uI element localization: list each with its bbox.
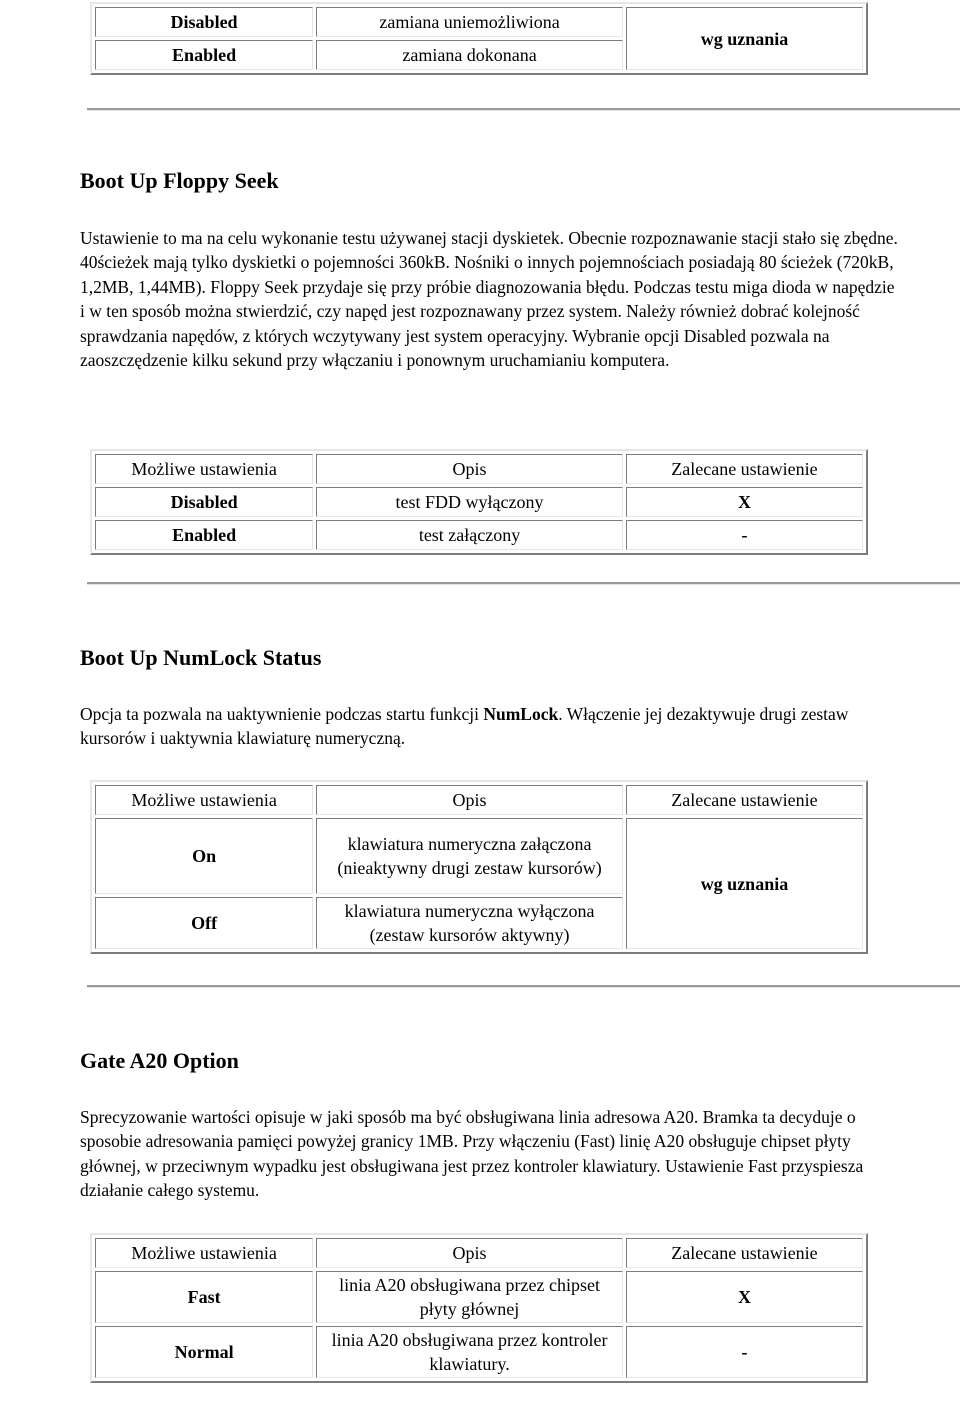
gate-a20-description: Sprecyzowanie wartości opisuje w jaki sposób ma być obsługiwana linia adresowa A20. Bramka ta decyduje o sposobie adresowania pamięci powyżej granicy 1MB. Przy włączeniu (Fast) linię A20 obsługuje chipset płyty głównej, w przeciwnym wypadku jest obsługiwana jest przez kontroler klawiatury. Ustawienie Fast przyspiesza działanie całego systemu.	[80, 1107, 864, 1201]
table-row	[95, 818, 863, 894]
setting-cell: Off	[95, 897, 313, 949]
numlock-keyword: NumLock	[483, 704, 559, 724]
setting-cell: Disabled	[95, 487, 313, 517]
setting-cell: Fast	[95, 1271, 313, 1323]
header-description: Opis	[316, 1238, 623, 1268]
table-header-row	[95, 454, 863, 484]
setting-cell: On	[95, 818, 313, 894]
header-settings: Możliwe ustawienia	[95, 1238, 313, 1268]
header-recommended: Zalecane ustawienie	[626, 785, 863, 815]
recommended-cell: -	[626, 520, 863, 550]
recommended-cell: wg uznania	[626, 7, 863, 70]
table-row	[95, 520, 863, 550]
section-title-floppy-seek: Boot Up Floppy Seek	[80, 168, 279, 193]
table-header-row	[95, 1238, 863, 1268]
numlock-description-text: . Włączenie jej dezaktywuje drugi zestaw kursorów i uaktywnia klawiaturę numeryczną.	[80, 704, 849, 749]
recommended-cell: wg uznania	[626, 818, 863, 949]
numlock-description	[80, 702, 900, 751]
floppy-seek-options-table	[90, 449, 868, 555]
section-divider	[87, 108, 960, 111]
description-cell: linia A20 obsługiwana przez kontroler klawiatury.	[316, 1326, 623, 1378]
previous-option-table	[90, 2, 868, 75]
gate-a20-options-table	[90, 1233, 868, 1383]
header-recommended: Zalecane ustawienie	[626, 454, 863, 484]
header-description: Opis	[316, 454, 623, 484]
recommended-cell: X	[626, 487, 863, 517]
description-cell: test załączony	[316, 520, 623, 550]
description-cell: test FDD wyłączony	[316, 487, 623, 517]
header-settings: Możliwe ustawienia	[95, 785, 313, 815]
table-row	[95, 7, 863, 37]
header-recommended: Zalecane ustawienie	[626, 1238, 863, 1268]
floppy-seek-description: Ustawienie to ma na celu wykonanie testu używanej stacji dyskietek. Obecnie rozpoznawanie stacji stało się zbędne. 40ścieżek mają tylko dyskietki o pojemności 360kB. Nośniki o innych pojemnościach posiadają 80 ścieżek (720kB, 1,2MB, 1,44MB). Floppy Seek przydaje się przy próbie diagnozowania błędu. Podczas testu miga dioda w napędzie i w ten sposób można stwierdzić, czy napęd jest rozpoznawany przez system. Należy również dobrać kolejność sprawdzania napędów, z których wczytywany jest system operacyjny. Wybranie opcji Disabled pozwala na zaoszczędzenie kilku sekund przy włączaniu i ponownym uruchamianiu komputera.	[80, 228, 898, 371]
header-description: Opis	[316, 785, 623, 815]
numlock-options-table	[90, 780, 868, 954]
section-title-gate-a20: Gate A20 Option	[80, 1048, 239, 1073]
description-cell: klawiatura numeryczna wyłączona (zestaw kursorów aktywny)	[316, 897, 623, 949]
header-settings: Możliwe ustawienia	[95, 454, 313, 484]
numlock-description-text: Opcja ta pozwala na uaktywnienie podczas startu funkcji	[80, 704, 484, 724]
table-row	[95, 487, 863, 517]
section-title-numlock-status: Boot Up NumLock Status	[80, 645, 322, 670]
section-divider	[87, 582, 960, 585]
description-cell: zamiana uniemożliwiona	[316, 7, 623, 37]
setting-cell: Normal	[95, 1326, 313, 1378]
setting-cell: Enabled	[95, 40, 313, 70]
description-cell: linia A20 obsługiwana przez chipset płyty głównej	[316, 1271, 623, 1323]
section-divider	[87, 985, 960, 988]
recommended-cell: X	[626, 1271, 863, 1323]
table-row	[95, 1326, 863, 1378]
recommended-cell: -	[626, 1326, 863, 1378]
description-cell: zamiana dokonana	[316, 40, 623, 70]
setting-cell: Disabled	[95, 7, 313, 37]
table-header-row	[95, 785, 863, 815]
setting-cell: Enabled	[95, 520, 313, 550]
table-row	[95, 1271, 863, 1323]
description-cell: klawiatura numeryczna załączona (nieaktywny drugi zestaw kursorów)	[316, 818, 623, 894]
